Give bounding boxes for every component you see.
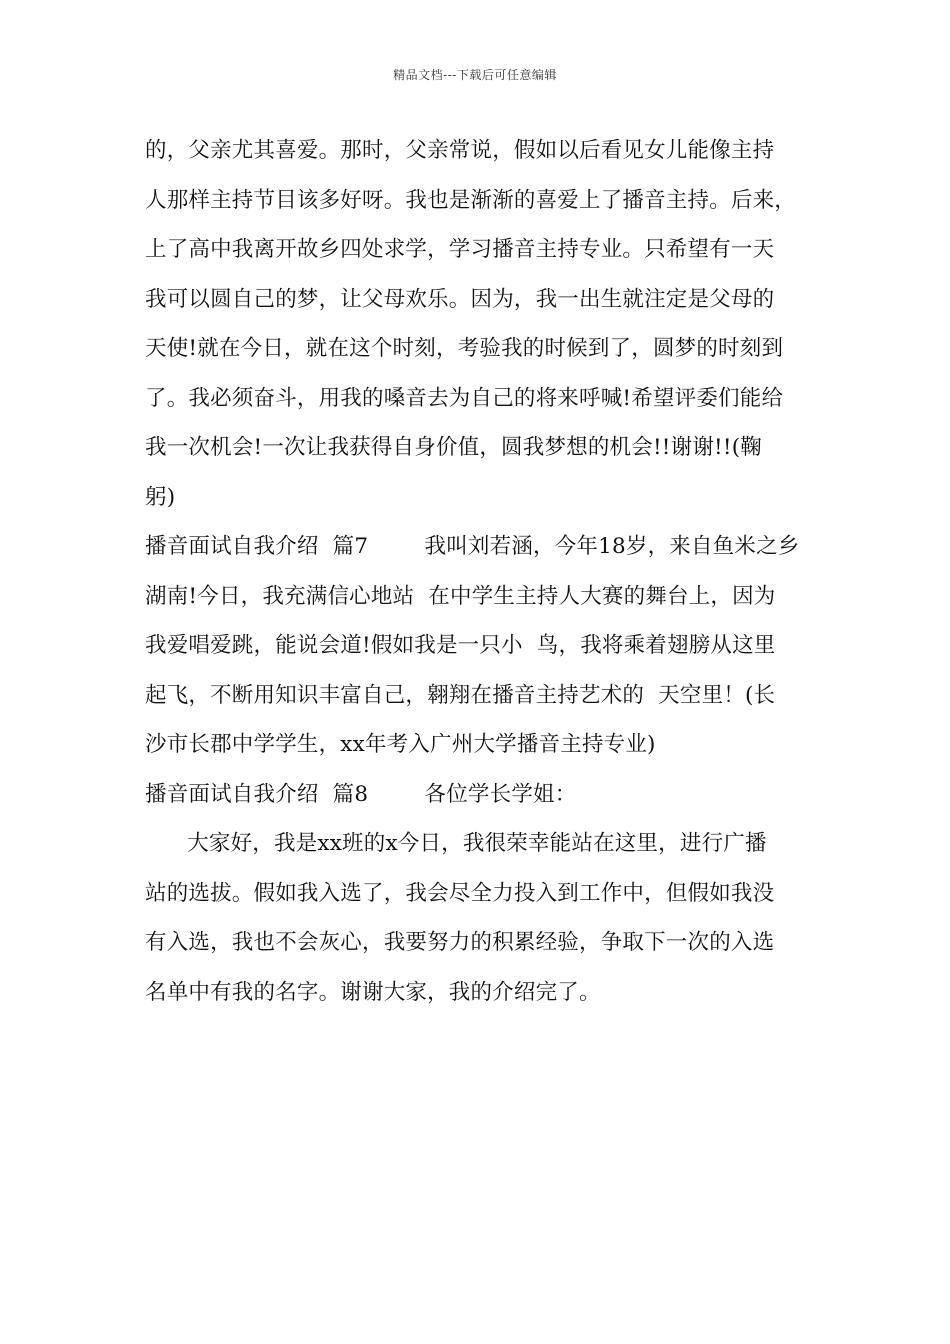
text-line: 人那样主持节目该多好呀。我也是渐渐的喜爱上了播音主持。后来， [145, 187, 797, 213]
text-line: 大家好，我是xx班的x今日，我很荣幸能站在这里，进行广播 [145, 831, 767, 856]
text-line: 我可以圆自己的梦，让父母欢乐。因为，我一出生就注定是父母的 [145, 286, 775, 312]
text-line: 起飞，不断用知识丰富自己，翱翔在播音主持艺术的 天空里！(长 [145, 682, 776, 708]
text-line: 上了高中我离开故乡四处求学，学习播音主持专业。只希望有一天 [145, 237, 775, 262]
text-line: 沙市长郡中学学生，xx年考入广州大学播音主持专业) [145, 732, 656, 757]
text-line: 名单中有我的名字。谢谢大家，我的介绍完了。 [145, 979, 601, 1005]
text-line: 躬) [145, 484, 176, 510]
section-heading-line: 播音面试自我介绍 篇8 各位学长学姐： [145, 781, 577, 807]
text-line: 湖南!今日，我充满信心地站 在中学生主持人大赛的舞台上，因为 [145, 583, 776, 609]
text-line: 了。我必须奋斗，用我的嗓音去为自己的将来呼喊!希望评委们能给 [145, 385, 784, 411]
text-line: 天使!就在今日，就在这个时刻，考验我的时候到了，圆梦的时刻到 [145, 336, 784, 361]
text-line: 的，父亲尤其喜爱。那时，父亲常说，假如以后看见女儿能像主持 [145, 138, 775, 163]
document-body [145, 133, 825, 1024]
text-line: 有入选，我也不会灰心，我要努力的积累经验，争取下一次的入选 [145, 930, 775, 955]
text-line: 站的选拔。假如我入选了，我会尽全力投入到工作中，但假如我没 [145, 880, 775, 906]
text-line: 我一次机会!一次让我获得自身价值，圆我梦想的机会!!谢谢!!(鞠 [145, 435, 762, 460]
page-header: 精品文档---下载后可任意编辑 [393, 68, 557, 82]
section-heading-line: 播音面试自我介绍 篇7 我叫刘若涵，今年18岁，来自鱼米之乡 [145, 534, 800, 559]
text-line: 我爱唱爱跳，能说会道!假如我是一只小 鸟，我将乘着翅膀从这里 [145, 633, 776, 658]
